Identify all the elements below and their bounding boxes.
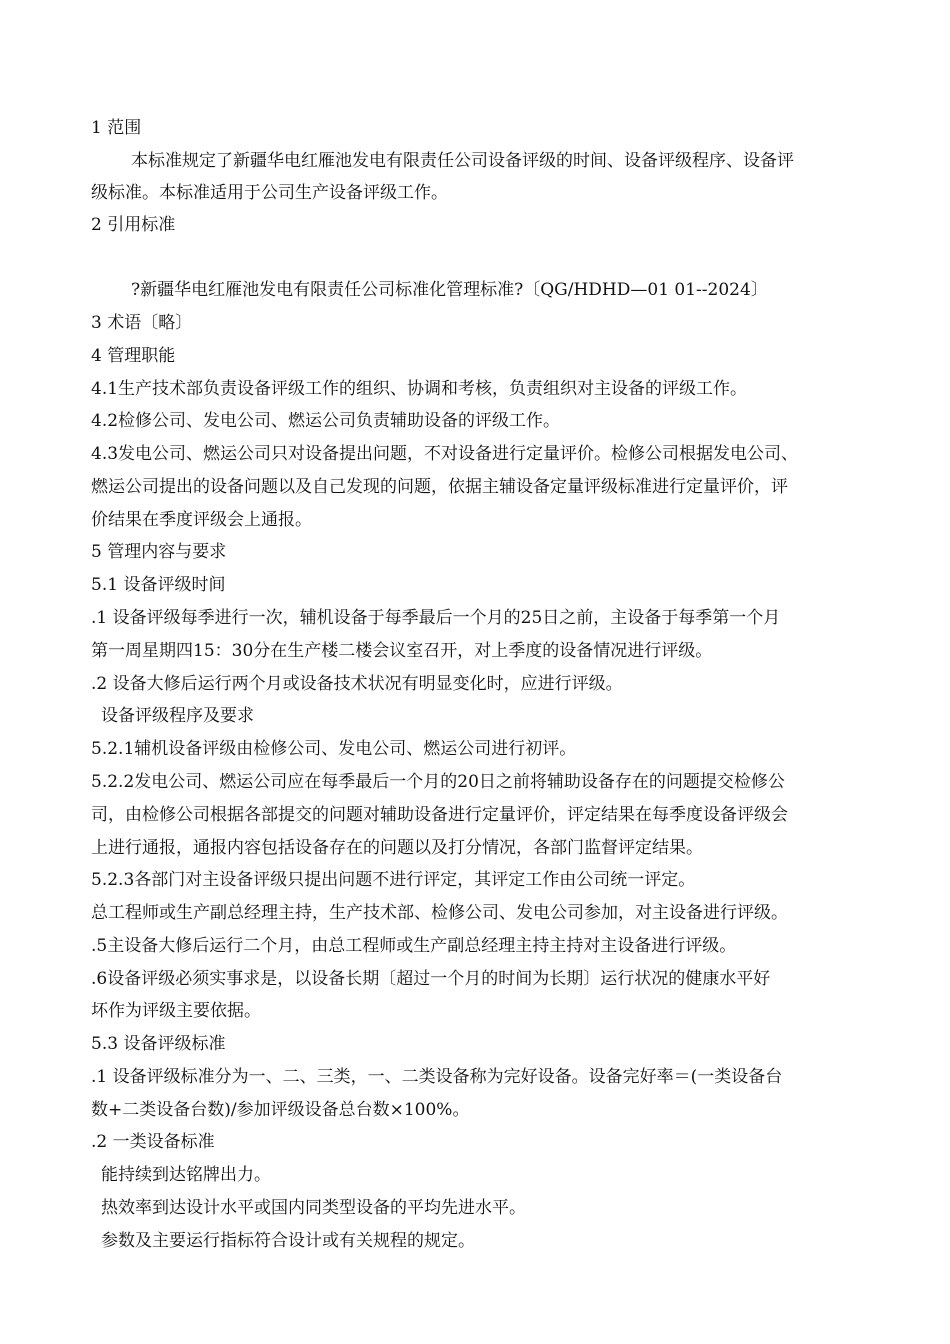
clause-6-line-2: 坏作为评级主要依据。 [91, 1001, 261, 1021]
clause-timing-1-line-2: 第一周星期四15：30分在生产楼二楼会议室召开，对上季度的设备情况进行评级。 [91, 641, 713, 661]
clause-5-2-2-line-1: 5.2.2发电公司、燃运公司应在每季最后一个月的20日之前将辅助设备存在的问题提交检修公 [91, 772, 785, 792]
criterion-efficiency: 热效率到达设计水平或国内同类型设备的平均先进水平。 [101, 1198, 526, 1218]
clause-6-line-1: .6设备评级必须实事求是，以设备长期〔超过一个月的时间为长期〕运行状况的健康水平好 [91, 969, 771, 989]
clause-4-3-line-1: 4.3发电公司、燃运公司只对设备提出问题，不对设备进行定量评价。检修公司根据发电公司、 [91, 444, 799, 464]
clause-timing-1-line-1: .1 设备评级每季进行一次，辅机设备于每季最后一个月的25日之前，主设备于每季第一个月 [91, 608, 781, 628]
clause-timing-2: .2 设备大修后运行两个月或设备技术状况有明显变化时，应进行评级。 [91, 674, 623, 694]
clause-5-2-2-line-3: 上进行通报，通报内容包括设备存在的问题以及打分情况，各部门监督评定结果。 [91, 838, 703, 858]
clause-4-1: 4.1生产技术部负责设备评级工作的组织、协调和考核，负责组织对主设备的评级工作。 [91, 379, 748, 399]
clause-4-3-line-3: 价结果在季度评级会上通报。 [91, 510, 312, 530]
reference-standard: ?新疆华电红雁池发电有限责任公司标准化管理标准?〔QG/HDHD—01 01--2024〕 [131, 280, 768, 300]
clause-4-2: 4.2检修公司、发电公司、燃运公司负责辅助设备的评级工作。 [91, 411, 561, 431]
subsection-heading-timing: 5.1 设备评级时间 [91, 575, 226, 595]
clause-chief-engineer: 总工程师或生产副总经理主持，生产技术部、检修公司、发电公司参加，对主设备进行评级。 [91, 903, 788, 923]
criterion-output: 能持续到达铭牌出力。 [101, 1165, 271, 1185]
section-heading-references: 2 引用标准 [91, 215, 176, 235]
paragraph-scope-line-2: 级标准。本标准适用于公司生产设备评级工作。 [91, 183, 448, 203]
clause-standard-2: .2 一类设备标准 [91, 1132, 215, 1152]
clause-standard-1-line-2: 数+二类设备台数)/参加评级设备总台数×100%。 [91, 1100, 470, 1120]
clause-5-2-3: 5.2.3各部门对主设备评级只提出问题不进行评定，其评定工作由公司统一评定。 [91, 870, 696, 890]
criterion-parameters: 参数及主要运行指标符合设计或有关规程的规定。 [101, 1231, 475, 1251]
subsection-heading-procedure: 设备评级程序及要求 [101, 706, 254, 726]
section-heading-terms: 3 术语〔略〕 [91, 313, 193, 333]
clause-5-2-2-line-2: 司，由检修公司根据各部提交的问题对辅助设备进行定量评价，评定结果在每季度设备评级会 [91, 805, 788, 825]
subsection-heading-standards: 5.3 设备评级标准 [91, 1034, 226, 1054]
clause-5-2-1: 5.2.1辅机设备评级由检修公司、发电公司、燃运公司进行初评。 [91, 739, 577, 759]
clause-5: .5主设备大修后运行二个月，由总工程师或生产副总经理主持主持对主设备进行评级。 [91, 936, 737, 956]
section-heading-content: 5 管理内容与要求 [91, 542, 227, 562]
clause-standard-1-line-1: .1 设备评级标准分为一、二、三类，一、二类设备称为完好设备。设备完好率＝(一类设备台 [91, 1067, 783, 1087]
section-heading-scope: 1 范围 [91, 118, 142, 138]
clause-4-3-line-2: 燃运公司提出的设备问题以及自己发现的问题，依据主辅设备定量评级标准进行定量评价，评 [91, 477, 788, 497]
section-heading-duties: 4 管理职能 [91, 346, 176, 366]
paragraph-scope-line-1: 本标准规定了新疆华电红雁池发电有限责任公司设备评级的时间、设备评级程序、设备评 [131, 151, 794, 171]
